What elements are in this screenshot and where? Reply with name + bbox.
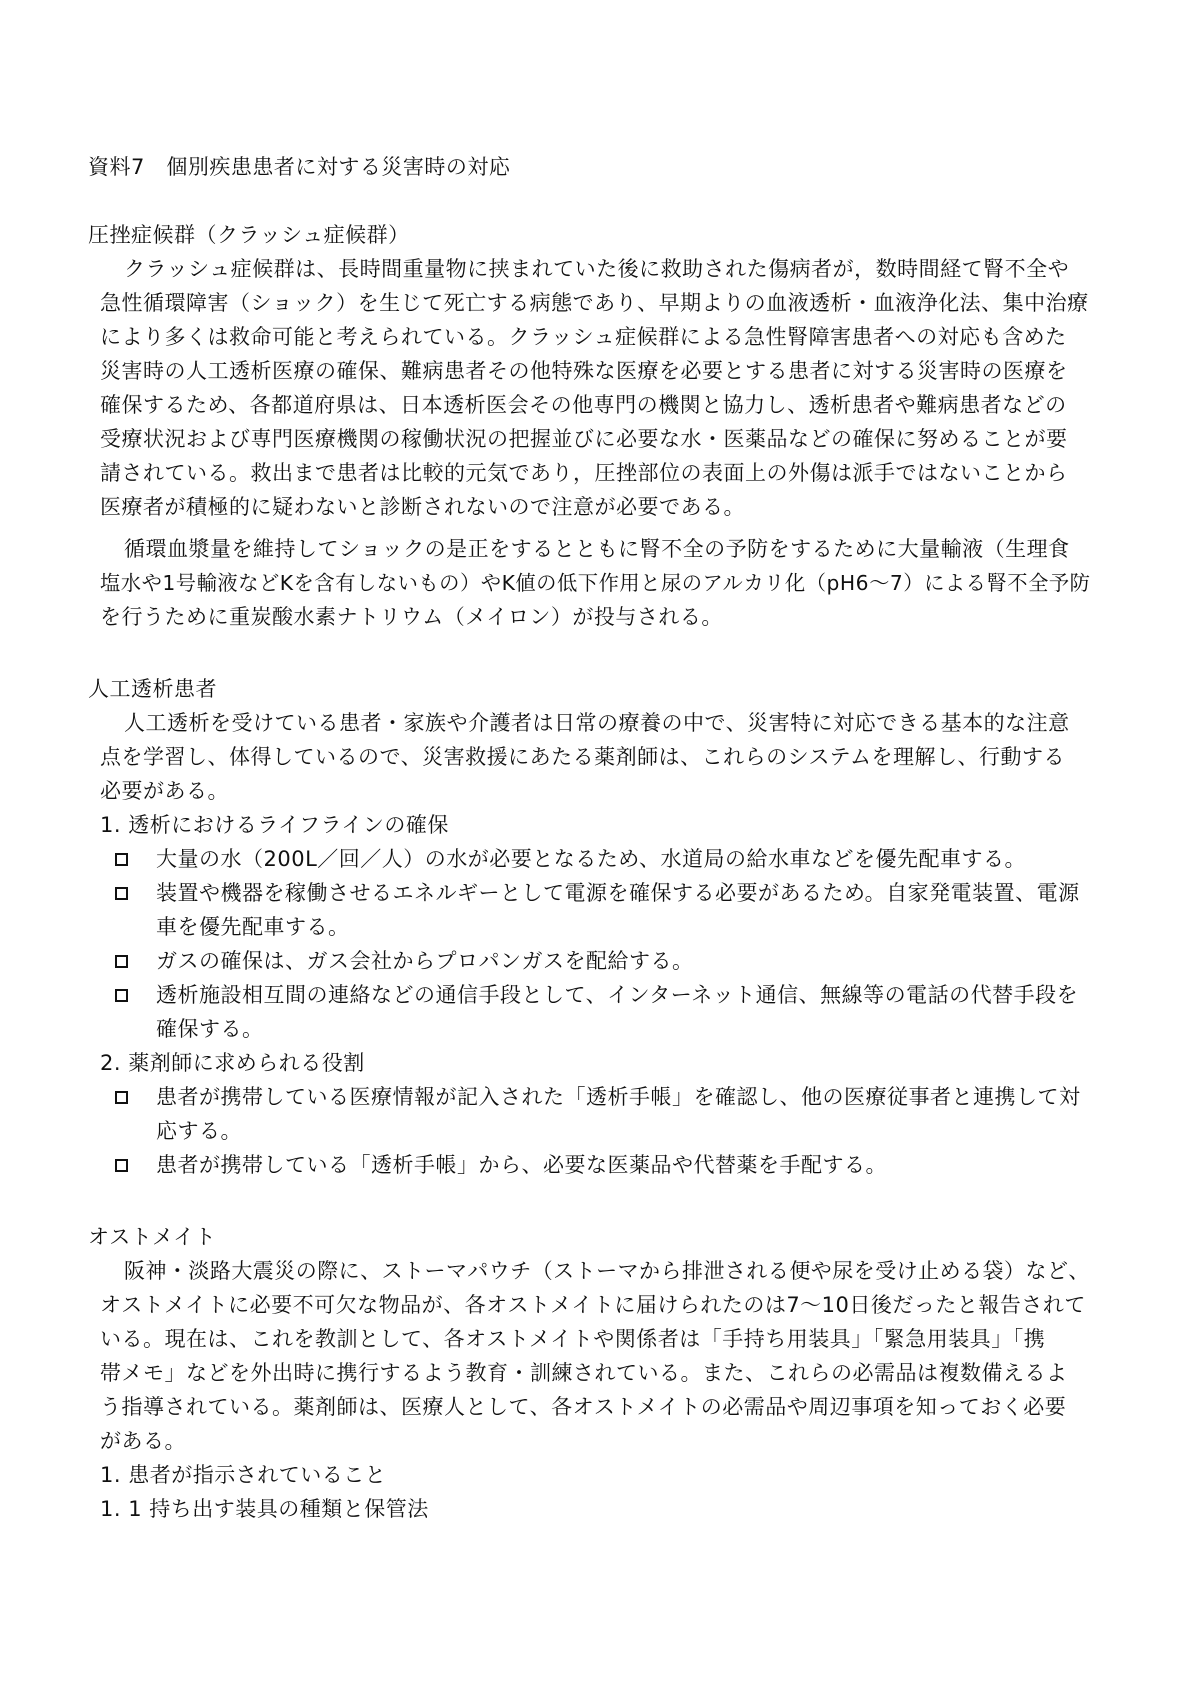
section-heading-ostomate: オストメイト: [88, 1225, 217, 1249]
paragraph-line: 阪神・淡路大震災の際に、ストーマパウチ（ストーマから排泄される便や尿を受け止める袋）など、: [124, 1259, 1090, 1283]
paragraph-line: オストメイトに必要不可欠な物品が、各オストメイトに届けられたのは7～10日後だったと報告されて: [100, 1293, 1086, 1317]
subsection-title: 1. 透析におけるライフラインの確保: [100, 813, 449, 837]
list-item: 患者が携帯している医療情報が記入された「透析手帳」を確認し、他の医療従事者と連携して対: [156, 1085, 1081, 1109]
paragraph-line: 請されている。救出まで患者は比較的元気であり，圧挫部位の表面上の外傷は派手ではないことから: [100, 461, 1068, 485]
paragraph-line: 人工透析を受けている患者・家族や介護者は日常の療養の中で、災害特に対応できる基本的な注意: [124, 711, 1070, 735]
list-item: 透析施設相互間の連絡などの通信手段として、インターネット通信、無線等の電話の代替手段を: [156, 983, 1079, 1007]
list-item: 患者が携帯している「透析手帳」から、必要な医薬品や代替薬を手配する。: [156, 1153, 887, 1177]
paragraph-line: 点を学習し、体得しているので、災害救援にあたる薬剤師は、これらのシステムを理解し、行動する: [100, 745, 1065, 769]
paragraph-line: により多くは救命可能と考えられている。クラッシュ症候群による急性腎障害患者への対応も含めた: [100, 325, 1067, 349]
subsection-title: 2. 薬剤師に求められる役割: [100, 1051, 365, 1075]
paragraph-line: 確保するため、各都道府県は、日本透析医会その他専門の機関と協力し、透析患者や難病患者などの: [100, 393, 1067, 417]
checkbox-icon: [115, 853, 128, 866]
paragraph-line: 災害時の人工透析医療の確保、難病患者その他特殊な医療を必要とする患者に対する災害時の医療を: [100, 359, 1068, 383]
paragraph-line: 塩水や1号輸液などKを含有しないもの）やK値の低下作用と尿のアルカリ化（pH6～7）による腎不全予防: [100, 571, 1091, 595]
list-item: 装置や機器を稼働させるエネルギーとして電源を確保する必要があるため。自家発電装置、電源: [156, 881, 1080, 905]
paragraph-line: 受療状況および専門医療機関の稼働状況の把握並びに必要な水・医薬品などの確保に努めることが要: [100, 427, 1068, 451]
section-heading-crush: 圧挫症候群（クラッシュ症候群）: [88, 223, 410, 247]
paragraph-line: クラッシュ症候群は、長時間重量物に挟まれていた後に救助された傷病者が，数時間経て腎不全や: [124, 257, 1070, 281]
paragraph-line: 循環血漿量を維持してショックの是正をするとともに腎不全の予防をするために大量輸液（生理食: [124, 537, 1070, 561]
checkbox-icon: [115, 887, 128, 900]
paragraph-line: がある。: [100, 1429, 186, 1453]
list-item-continuation: 車を優先配車する。: [156, 915, 350, 939]
list-item-continuation: 応する。: [156, 1119, 242, 1143]
paragraph-line: う指導されている。薬剤師は、医療人として、各オストメイトの必需品や周辺事項を知っておく必要: [100, 1395, 1067, 1419]
checkbox-icon: [115, 955, 128, 968]
checkbox-icon: [115, 989, 128, 1002]
list-item: ガスの確保は、ガス会社からプロパンガスを配給する。: [156, 949, 694, 973]
paragraph-line: 必要がある。: [100, 779, 229, 803]
subsection-title: 1. 患者が指示されていること: [100, 1463, 387, 1487]
list-item: 大量の水（200L／回／人）の水が必要となるため、水道局の給水車などを優先配車する。: [156, 847, 1026, 871]
subsection-title: 1. 1 持ち出す装具の種類と保管法: [100, 1497, 429, 1521]
paragraph-line: 帯メモ」などを外出時に携行するよう教育・訓練されている。また、これらの必需品は複数備えるよ: [100, 1361, 1068, 1385]
list-item-continuation: 確保する。: [156, 1017, 264, 1041]
paragraph-line: いる。現在は、これを教訓として、各オストメイトや関係者は「手持ち用装具」「緊急用装具」「携: [100, 1327, 1046, 1351]
section-heading-dialysis: 人工透析患者: [88, 677, 217, 701]
paragraph-line: 医療者が積極的に疑わないと診断されないので注意が必要である。: [100, 495, 745, 519]
paragraph-line: を行うために重炭酸水素ナトリウム（メイロン）が投与される。: [100, 605, 723, 629]
checkbox-icon: [115, 1091, 128, 1104]
paragraph-line: 急性循環障害（ショック）を生じて死亡する病態であり、早期よりの血液透析・血液浄化法、集中治療: [100, 291, 1089, 315]
checkbox-icon: [115, 1159, 128, 1172]
document-title: 資料7 個別疾患患者に対する災害時の対応: [88, 155, 511, 179]
